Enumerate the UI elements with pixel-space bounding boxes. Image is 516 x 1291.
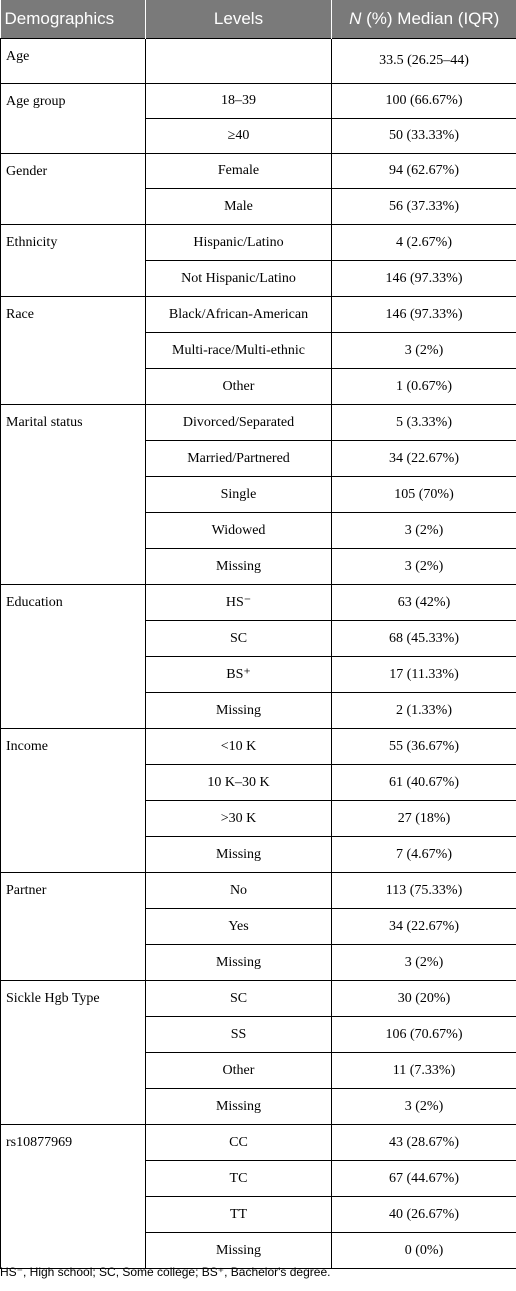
level-cell: >30 K (146, 801, 332, 837)
value-cell: 30 (20%) (332, 981, 516, 1017)
value-cell: 3 (2%) (332, 1089, 516, 1125)
level-cell: Missing (146, 837, 332, 873)
level-cell: Black/African-American (146, 297, 332, 333)
value-cell: 68 (45.33%) (332, 621, 516, 657)
value-cell: 113 (75.33%) (332, 873, 516, 909)
demographic-label: Age group (1, 84, 146, 154)
level-cell: Missing (146, 693, 332, 729)
table-row (1, 405, 516, 441)
header-demographics: Demographics (1, 0, 146, 39)
level-cell: SC (146, 621, 332, 657)
level-cell: HS⁻ (146, 585, 332, 621)
table-row (1, 39, 516, 84)
level-cell: Single (146, 477, 332, 513)
level-cell: Other (146, 369, 332, 405)
level-cell: Female (146, 154, 332, 189)
demographic-label: Ethnicity (1, 225, 146, 297)
level-cell: No (146, 873, 332, 909)
table-row (1, 1125, 516, 1161)
level-cell: Married/Partnered (146, 441, 332, 477)
value-cell: 0 (0%) (332, 1233, 516, 1269)
table-row (1, 981, 516, 1017)
value-cell: 3 (2%) (332, 945, 516, 981)
value-cell: 11 (7.33%) (332, 1053, 516, 1089)
table-row (1, 729, 516, 765)
value-cell: 146 (97.33%) (332, 297, 516, 333)
level-cell: Missing (146, 1233, 332, 1269)
level-cell: Widowed (146, 513, 332, 549)
table-row (1, 297, 516, 333)
demographic-label: Income (1, 729, 146, 873)
header-n-percent-median (332, 0, 516, 39)
value-cell: 105 (70%) (332, 477, 516, 513)
demographic-label: rs10877969 (1, 1125, 146, 1269)
value-cell: 100 (66.67%) (332, 84, 516, 119)
value-cell: 67 (44.67%) (332, 1161, 516, 1197)
level-cell: SS (146, 1017, 332, 1053)
level-cell: Yes (146, 909, 332, 945)
value-cell: 43 (28.67%) (332, 1125, 516, 1161)
demographic-label: Gender (1, 154, 146, 225)
value-cell: 3 (2%) (332, 549, 516, 585)
level-cell: Other (146, 1053, 332, 1089)
level-cell: Missing (146, 1089, 332, 1125)
table-row (1, 225, 516, 261)
value-cell: 56 (37.33%) (332, 189, 516, 225)
level-cell (146, 39, 332, 84)
value-cell: 3 (2%) (332, 333, 516, 369)
value-cell: 7 (4.67%) (332, 837, 516, 873)
table-body (1, 39, 516, 1269)
header-percent-median-text: (%) Median (IQR) (361, 9, 500, 28)
value-cell: 34 (22.67%) (332, 441, 516, 477)
value-cell: 5 (3.33%) (332, 405, 516, 441)
demographic-label: Education (1, 585, 146, 729)
level-cell: Not Hispanic/Latino (146, 261, 332, 297)
value-cell: 63 (42%) (332, 585, 516, 621)
header-levels: Levels (146, 0, 332, 39)
value-cell: 1 (0.67%) (332, 369, 516, 405)
level-cell: BS⁺ (146, 657, 332, 693)
level-cell: Missing (146, 945, 332, 981)
value-cell: 55 (36.67%) (332, 729, 516, 765)
value-cell: 4 (2.67%) (332, 225, 516, 261)
level-cell: 18–39 (146, 84, 332, 119)
level-cell: Divorced/Separated (146, 405, 332, 441)
table-row (1, 154, 516, 189)
table-row (1, 873, 516, 909)
level-cell: Male (146, 189, 332, 225)
demographic-label: Marital status (1, 405, 146, 585)
value-cell: 2 (1.33%) (332, 693, 516, 729)
level-cell: TC (146, 1161, 332, 1197)
value-cell: 3 (2%) (332, 513, 516, 549)
level-cell: SC (146, 981, 332, 1017)
level-cell: Missing (146, 549, 332, 585)
value-cell: 94 (62.67%) (332, 154, 516, 189)
level-cell: CC (146, 1125, 332, 1161)
table-row (1, 585, 516, 621)
value-cell: 146 (97.33%) (332, 261, 516, 297)
level-cell: Hispanic/Latino (146, 225, 332, 261)
demographic-label: Sickle Hgb Type (1, 981, 146, 1125)
demographic-label: Partner (1, 873, 146, 981)
value-cell: 34 (22.67%) (332, 909, 516, 945)
value-cell: 33.5 (26.25–44) (332, 39, 516, 84)
value-cell: 61 (40.67%) (332, 765, 516, 801)
level-cell: 10 K–30 K (146, 765, 332, 801)
value-cell: 50 (33.33%) (332, 119, 516, 154)
level-cell: <10 K (146, 729, 332, 765)
demographic-label: Race (1, 297, 146, 405)
value-cell: 40 (26.67%) (332, 1197, 516, 1233)
value-cell: 17 (11.33%) (332, 657, 516, 693)
level-cell: ≥40 (146, 119, 332, 154)
table-header-row (1, 0, 516, 39)
level-cell: Multi-race/Multi-ethnic (146, 333, 332, 369)
table-footnote: HS⁻, High school; SC, Some college; BS⁺, Bachelor's degree. (0, 1265, 331, 1279)
level-cell: TT (146, 1197, 332, 1233)
demographic-label: Age (1, 39, 146, 84)
value-cell: 106 (70.67%) (332, 1017, 516, 1053)
value-cell: 27 (18%) (332, 801, 516, 837)
header-n-italic: N (349, 9, 362, 28)
table-row (1, 84, 516, 119)
